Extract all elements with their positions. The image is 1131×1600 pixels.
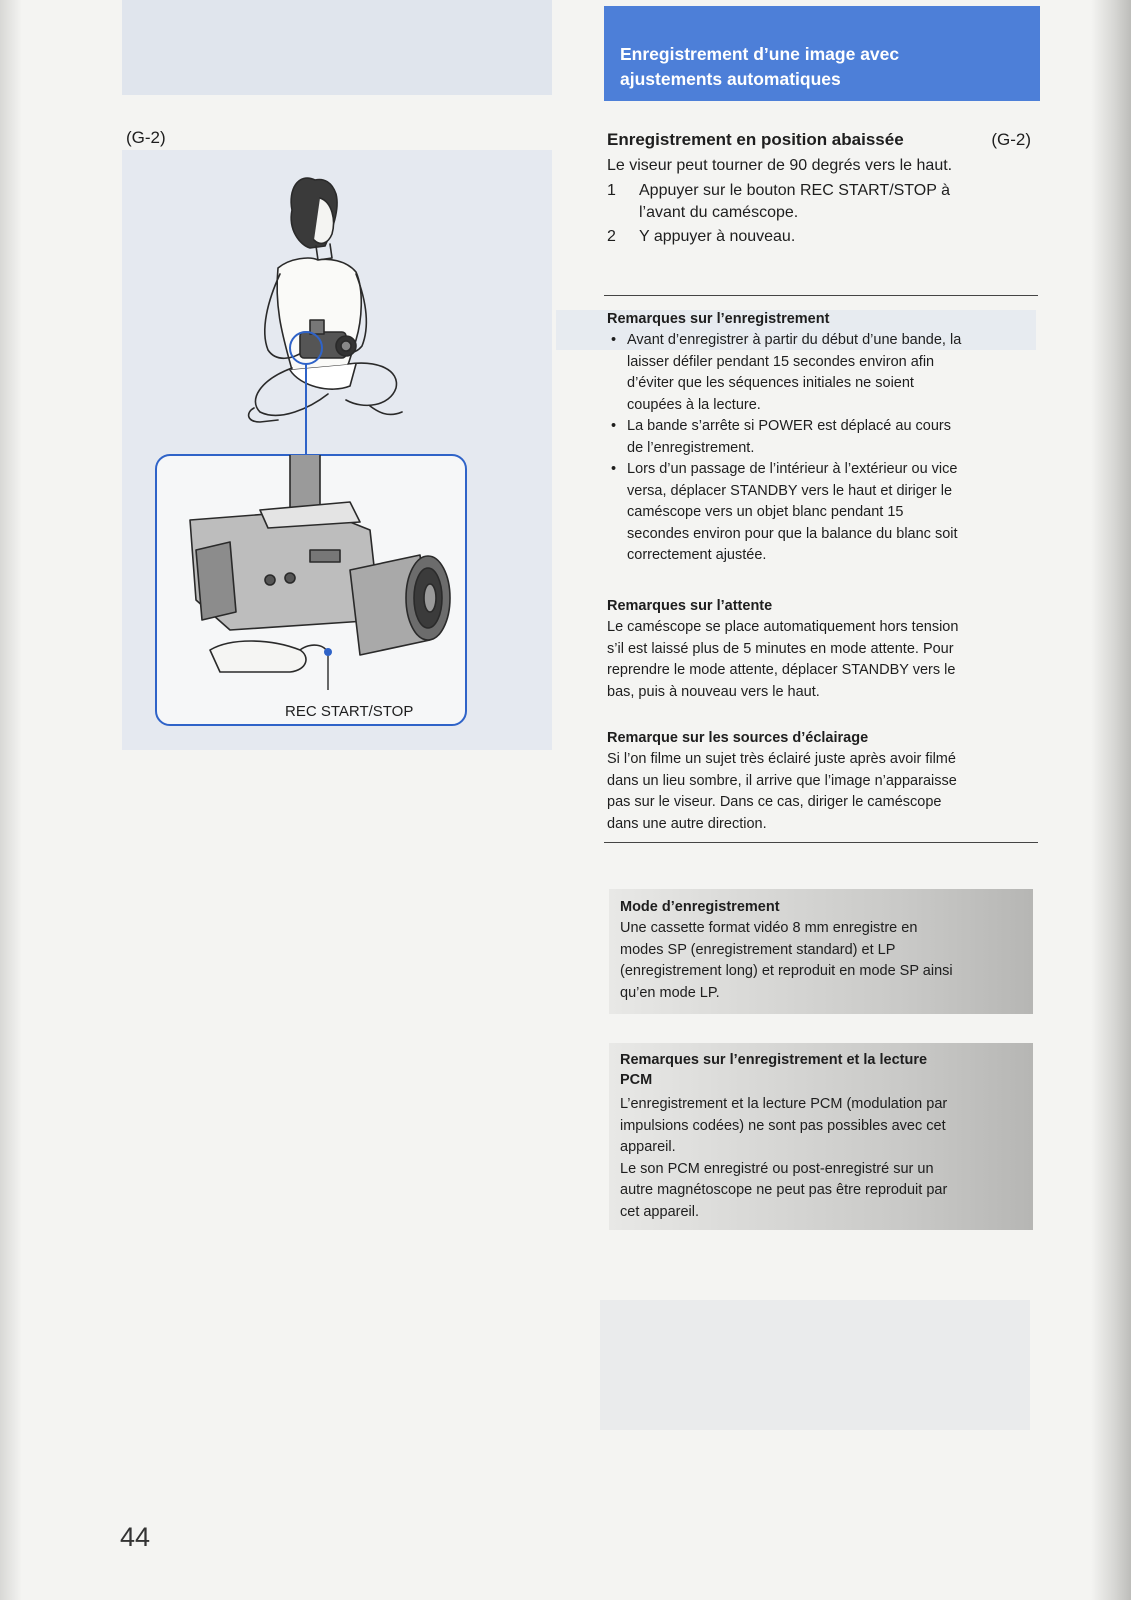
list-item-line: laisser défiler pendant 15 secondes environ afin <box>627 353 935 370</box>
paragraph-line: modes SP (enregistrement standard) et LP <box>620 941 896 958</box>
paragraph-line: Le son PCM enregistré ou post-enregistré sur un <box>620 1160 934 1177</box>
step-number: 1 <box>607 182 616 199</box>
divider <box>604 295 1038 296</box>
paragraph-line: qu’en mode LP. <box>620 984 720 1001</box>
paragraph-line: appareil. <box>620 1139 676 1155</box>
section-title-text: Enregistrement en position abaissée <box>607 130 904 149</box>
divider <box>604 842 1038 843</box>
camcorder-illustration <box>150 150 490 770</box>
note-title-standby: Remarques sur l’attente <box>607 598 773 614</box>
list-item-line: correctement ajustée. <box>627 547 767 563</box>
page-title-line1: Enregistrement d’une image avec <box>620 44 900 64</box>
paragraph-line: Si l’on filme un sujet très éclairé juste après avoir filmé <box>607 751 956 767</box>
step-text-line: Y appuyer à nouveau. <box>639 228 796 245</box>
list-item-line: • Lors d’un passage de l’intérieur à l’extérieur ou vice <box>627 461 958 477</box>
list-item <box>607 330 1037 416</box>
list-item <box>607 459 1037 567</box>
section-intro: Le viseur peut tourner de 90 degrés vers le haut. <box>607 157 953 174</box>
step-text-line: l’avant du caméscope. <box>639 204 799 221</box>
paragraph-line: reprendre le mode attente, déplacer STANDBY vers le <box>607 662 956 678</box>
step-item <box>607 226 1037 248</box>
list-item-line: secondes environ pour que la balance du blanc soit <box>627 525 958 542</box>
lighting-paragraph <box>607 749 1037 835</box>
figure-code: (G-2) <box>126 128 166 147</box>
list-item <box>607 416 1037 459</box>
pcm-title <box>620 1050 1030 1090</box>
paragraph-line: dans une autre direction. <box>607 815 767 832</box>
standby-paragraph <box>607 617 1037 703</box>
recording-notes-list <box>607 330 1037 567</box>
note-title-recording: Remarques sur l’enregistrement <box>607 311 830 327</box>
list-item-line: de l’enregistrement. <box>627 439 755 456</box>
recording-mode-paragraph <box>620 918 1030 1004</box>
paragraph-line: pas sur le viseur. Dans ce cas, diriger le caméscope <box>607 794 942 810</box>
paragraph-line: Le caméscope se place automatiquement hors tension <box>607 619 959 635</box>
paragraph-line: Une cassette format vidéo 8 mm enregistre en <box>620 920 918 936</box>
page-title-line2: ajustements automatiques <box>620 69 841 89</box>
binding-gutter <box>0 0 22 1600</box>
list-item-line: caméscope vers un objet blanc pendant 15 <box>627 504 904 520</box>
note-title-lighting: Remarque sur les sources d’éclairage <box>607 730 869 746</box>
step-list <box>607 180 1037 250</box>
paragraph-line: cet appareil. <box>620 1203 699 1220</box>
page-title <box>620 42 1020 92</box>
step-number: 2 <box>607 228 616 245</box>
step-item <box>607 180 1037 224</box>
pcm-title-line: Remarques sur l’enregistrement et la lecture <box>620 1052 928 1068</box>
paragraph-line: impulsions codées) ne sont pas possibles avec cet <box>620 1117 946 1134</box>
list-item-line: coupées à la lecture. <box>627 396 761 413</box>
pcm-title-line: PCM <box>620 1072 653 1088</box>
list-item-line: • Avant d’enregistrer à partir du début d’une bande, la <box>627 332 962 348</box>
page-edge-shadow <box>1091 0 1131 1600</box>
section-figure-code: (G-2) <box>991 130 1031 149</box>
rec-start-stop-callout-label: REC START/STOP <box>285 703 414 720</box>
paragraph-line: (enregistrement long) et reproduit en mode SP ainsi <box>620 963 953 979</box>
section-title <box>607 130 1037 150</box>
page-number: 44 <box>120 1522 151 1552</box>
show-through-band <box>122 0 552 95</box>
step-text-line: Appuyer sur le bouton REC START/STOP à <box>639 182 950 199</box>
paragraph-line: autre magnétoscope ne peut pas être reproduit par <box>620 1182 948 1198</box>
list-item-line: • La bande s’arrête si POWER est déplacé au cours <box>627 418 951 434</box>
pcm-paragraph <box>620 1094 1030 1223</box>
paragraph-line: s’il est laissé plus de 5 minutes en mode attente. Pour <box>607 640 954 657</box>
show-through-panel <box>600 1300 1030 1430</box>
paragraph-line: bas, puis à nouveau vers le haut. <box>607 683 820 700</box>
list-item-line: d’éviter que les séquences initiales ne soient <box>627 375 914 391</box>
list-item-line: versa, déplacer STANDBY vers le haut et diriger le <box>627 482 953 499</box>
recording-mode-title: Mode d’enregistrement <box>620 899 780 915</box>
paragraph-line: L’enregistrement et la lecture PCM (modulation par <box>620 1096 948 1112</box>
paragraph-line: dans un lieu sombre, il arrive que l’image n’apparaisse <box>607 772 957 789</box>
